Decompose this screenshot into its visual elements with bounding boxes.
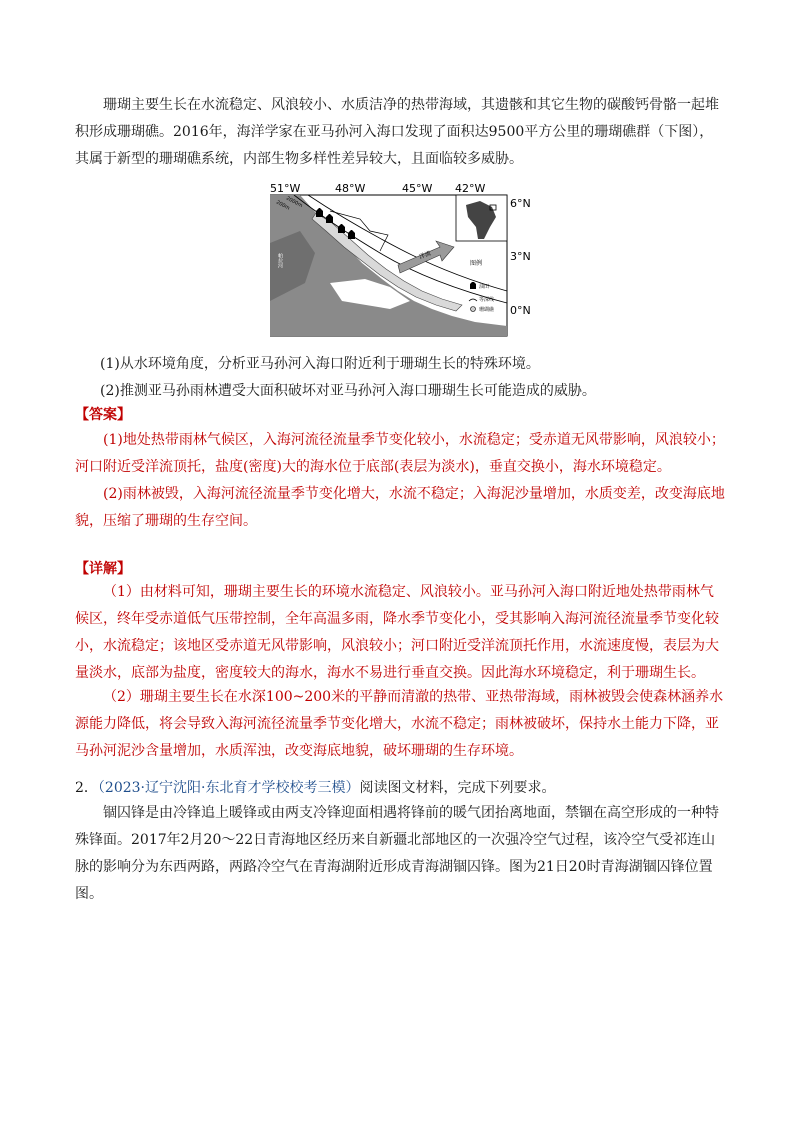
legend-isobath-label: 等深线	[479, 297, 495, 303]
detail-tag: 【详解】	[75, 561, 131, 577]
lat-label-0: 6°N	[510, 197, 531, 210]
lon-label-1: 48°W	[335, 183, 366, 195]
detail-2: （2）珊瑚主要生长在水深100~200米的平静而清澈的热带、亚热带海域，雨林被毁会使森林涵养水源能力降低，将会导致入海河流径流量季节变化增大，水流不稳定；雨林被破坏，保持水土能力下降，亚马孙河泥沙含量增加，水质浑浊，改变海底地貌，破坏珊瑚的生存环境。	[75, 689, 724, 759]
answer-tag: 【答案】	[75, 407, 131, 423]
legend-oil-label: 油田	[479, 284, 490, 290]
question-2-header	[75, 778, 555, 798]
question-2: (2)推测亚马孙雨林遭受大面积破坏对亚马孙河入海口珊瑚生长可能造成的威胁。	[100, 383, 596, 399]
current-label: 洋流	[418, 249, 432, 261]
question-source: （2023·辽宁沈阳·东北育才学校校考三模）	[97, 780, 360, 796]
detail-1: （1）由材料可知，珊瑚主要生长的环境水流稳定、风浪较小。亚马孙河入海口附近地处热带雨林气候区，终年受赤道低气压带控制，全年高温多雨，降水季节变化小，受其影响入海河流径流量季节变化较小，水流稳定；该地区受赤道无风带影响，风浪较小；河口附近受洋流顶托作用，水流速度慢，表层为大量淡水，底部为盐度，密度较大的海水，海水不易进行垂直交换。因此海水环境稳定，利于珊瑚生长。	[75, 584, 719, 681]
question-number: 2．	[75, 780, 98, 796]
lat-label-2: 0°N	[510, 304, 531, 317]
lon-label-0: 51°W	[270, 183, 301, 195]
answer-1: (1)地处热带雨林气候区，入海河流径流量季节变化较小，水流稳定；受赤道无风带影响，风浪较小；河口附近受洋流顶托，盐度(密度)大的海水位于底部(表层为淡水)，垂直交换小，海水环境稳定。	[75, 432, 725, 475]
isobath-label-200: 200m	[275, 199, 291, 212]
question-1: (1)从水环境角度，分析亚马孙河入海口附近利于珊瑚生长的特殊环境。	[100, 356, 540, 372]
legend-reef-icon	[471, 307, 476, 312]
lat-label-1: 3°N	[510, 250, 531, 263]
answer-2: (2)雨林被毁，入海河流径流量季节变化增大，水流不稳定；入海泥沙量增加，水质变差，改变海底地貌，压缩了珊瑚的生存空间。	[75, 486, 725, 529]
river-label-para: 帕拉河	[277, 253, 283, 268]
question-prompt: 阅读图文材料，完成下列要求。	[359, 780, 556, 796]
isobath-label-2000: 2000m	[285, 195, 304, 210]
occlusion-front-paragraph: 锢囚锋是由冷锋追上暖锋或由两支冷锋迎面相遇将锋前的暖气团抬离地面，禁锢在高空形成的一种特殊锋面。2017年2月20～22日青海地区经历来自新疆北部地区的一次强冷空气过程，该冷空气受祁连山脉的影响分为东西两路，两路冷空气在青海湖附近形成青海湖锢囚锋。图为21日20时青海湖锢囚锋位置图。	[75, 805, 719, 902]
intro-paragraph: 珊瑚主要生长在水流稳定、风浪较小、水质洁净的热带海域，其遗骸和其它生物的碳酸钙骨骼一起堆积形成珊瑚礁。2016年，海洋学家在亚马孙河入海口发现了面积达9500平方公里的珊瑚礁群（下图），其属于新型的珊瑚礁系统，内部生物多样性差异较大，且面临较多威胁。	[75, 97, 719, 167]
legend-title: 图例	[470, 260, 483, 267]
legend-reef-label: 珊瑚礁	[479, 307, 495, 313]
lon-label-3: 42°W	[455, 183, 486, 195]
amazon-estuary-map	[270, 183, 532, 338]
lon-label-2: 45°W	[402, 183, 433, 195]
river-label-amazon: 亚马孙河	[343, 288, 365, 298]
